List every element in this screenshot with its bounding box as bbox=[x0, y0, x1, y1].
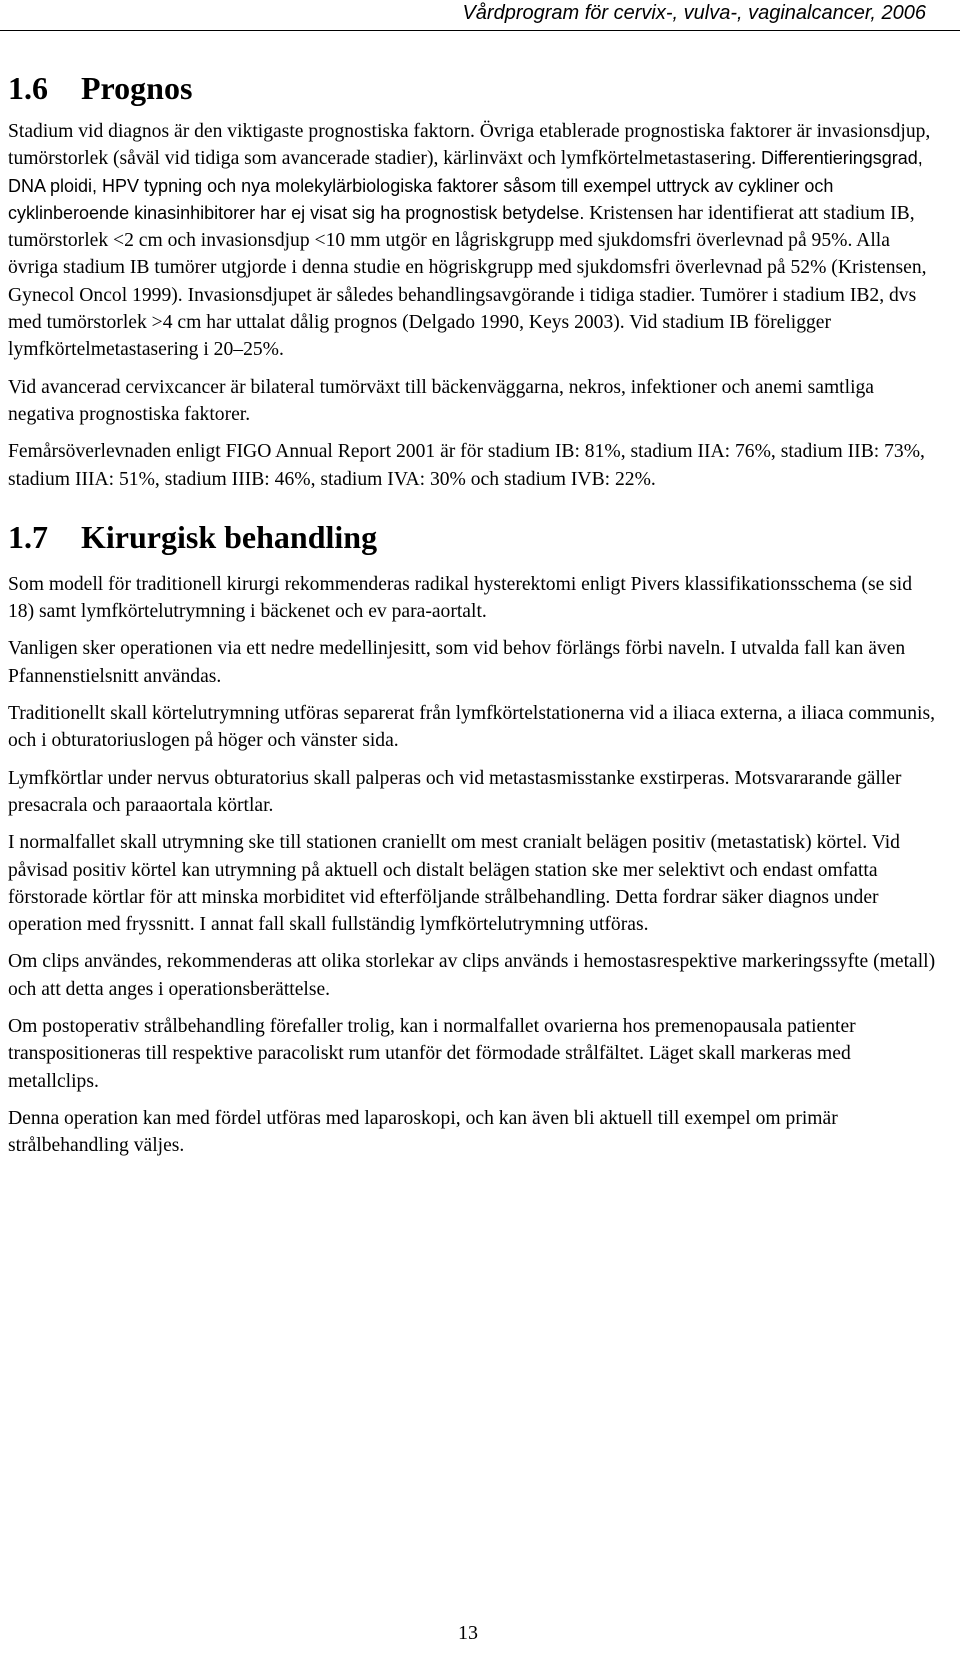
paragraph-kirurgisk-8: Denna operation kan med fördel utföras med laparoskopi, och kan även bli aktuell till exempel om primär strålbehandling väljes. bbox=[8, 1107, 838, 1157]
paragraph-prognos-3: Femårsöverlevnaden enligt FIGO Annual Report 2001 är för stadium IB: 81%, stadium IIA: 76%, stadium IIB: 73%, stadium IIIA: 51%, stadium IIIB: 46%, stadium IVA: 30% och stadium IVB: 22%. bbox=[8, 441, 925, 490]
paragraph-kirurgisk-5: I normalfallet skall utrymning ske till stationen craniellt om mest cranialt belägen positiv (metastatisk) körtel. Vid påvisad positiv körtel kan utrymning på aktuell och distalt belägen station ske mer selektivt och endast omfatta förstorade körtlar för att minska morbiditet vid efterföljande strålbehandling. Detta fordrar säker diagnos under operation med fryssnitt. I annat fall skall fullständig lymfkörtelutrymning utföras. bbox=[8, 832, 900, 936]
section-number: 1.6 bbox=[8, 70, 48, 106]
header-rule bbox=[0, 30, 960, 31]
section-heading-prognos bbox=[8, 68, 943, 108]
paragraph-text-sans: Differentieringsgrad, DNA ploidi, HPV typning och nya molekylärbiologiska faktorer såsom till exempel uttryck av cykliner och cyklinberoende kinasinhibitorer har ej visat sig ha prognostisk betydelse. bbox=[8, 148, 923, 223]
page-number: 13 bbox=[458, 1622, 478, 1644]
paragraph-kirurgisk-6: Om clips användes, rekommenderas att olika storlekar av clips används i hemostasrespektive markeringssyfte (metall) och att detta anges i operationsberättelse. bbox=[8, 951, 936, 1000]
paragraph-text: Kristensen har identifierat att stadium IB, tumörstorlek <2 cm och invasionsdjup <10 mm utgör en lågriskgrupp med sjukdomsfri överlevnad på 95%. Alla övriga stadium IB tumörer utgjorde i denna studie en högriskgrupp med sjukdomsfri överlevnad på 52% (Kristensen, Gynecol Oncol 1999). Invasionsdjupet är således behandlingsavgörande i tidiga stadier. Tumörer i stadium IB2, dvs med tumörstorlek >4 cm har uttalat dålig prognos (Delgado 1990, Keys 2003). Vid stadium IB föreligger lymfkörtelmetastasering i 20–25%. bbox=[8, 202, 927, 361]
section-heading-kirurgisk bbox=[8, 517, 943, 557]
paragraph-kirurgisk-7: Om postoperativ strålbehandling förefaller trolig, kan i normalfallet ovarierna hos premenopausala patienter transpositioneras till respektive paracoliskt rum utanför det förmodade strålfältet. Läget skall markeras med metallclips. bbox=[8, 1016, 856, 1092]
section-title: Prognos bbox=[81, 70, 193, 106]
page-content bbox=[8, 68, 943, 1170]
paragraph-kirurgisk-1: Som modell för traditionell kirurgi rekommenderas radikal hysterektomi enligt Pivers klassifikationsschema (se sid 18) samt lymfkörtelutrymning i bäckenet och ev para-aortalt. bbox=[8, 573, 913, 623]
paragraph-prognos-2: Vid avancerad cervixcancer är bilateral tumörväxt till bäckenväggarna, nekros, infektioner och anemi samtliga negativa prognostiska faktorer. bbox=[8, 376, 875, 425]
paragraph-kirurgisk-4: Lymfkörtlar under nervus obturatorius skall palperas och vid metastasmisstanke exstirperas. Motsvararande gäller presacrala och paraaortala körtlar. bbox=[8, 767, 902, 816]
section-number: 1.7 bbox=[8, 518, 48, 555]
running-header: Vårdprogram för cervix-, vulva-, vaginalcancer, 2006 bbox=[462, 2, 926, 24]
paragraph-text: Stadium vid diagnos är den viktigaste prognostiska faktorn. Övriga etablerade prognostiska faktorer är invasionsdjup, tumörstorlek (såväl vid tidiga som avancerade stadier), kärlinväxt och lymfkörtelmetastasering. bbox=[8, 121, 931, 170]
section-title: Kirurgisk behandling bbox=[81, 518, 378, 555]
paragraph-kirurgisk-2: Vanligen sker operationen via ett nedre medellinjesitt, som vid behov förlängs förbi naveln. I utvalda fall kan även Pfannenstielsnitt användas. bbox=[8, 638, 906, 687]
paragraph-kirurgisk-3: Traditionellt skall körtelutrymning utföras separerat från lymfkörtelstationerna vid a iliaca externa, a iliaca communis, och i obturatoriuslogen på höger och vänster sida. bbox=[8, 703, 935, 752]
paragraph-prognos-1 bbox=[8, 118, 943, 364]
